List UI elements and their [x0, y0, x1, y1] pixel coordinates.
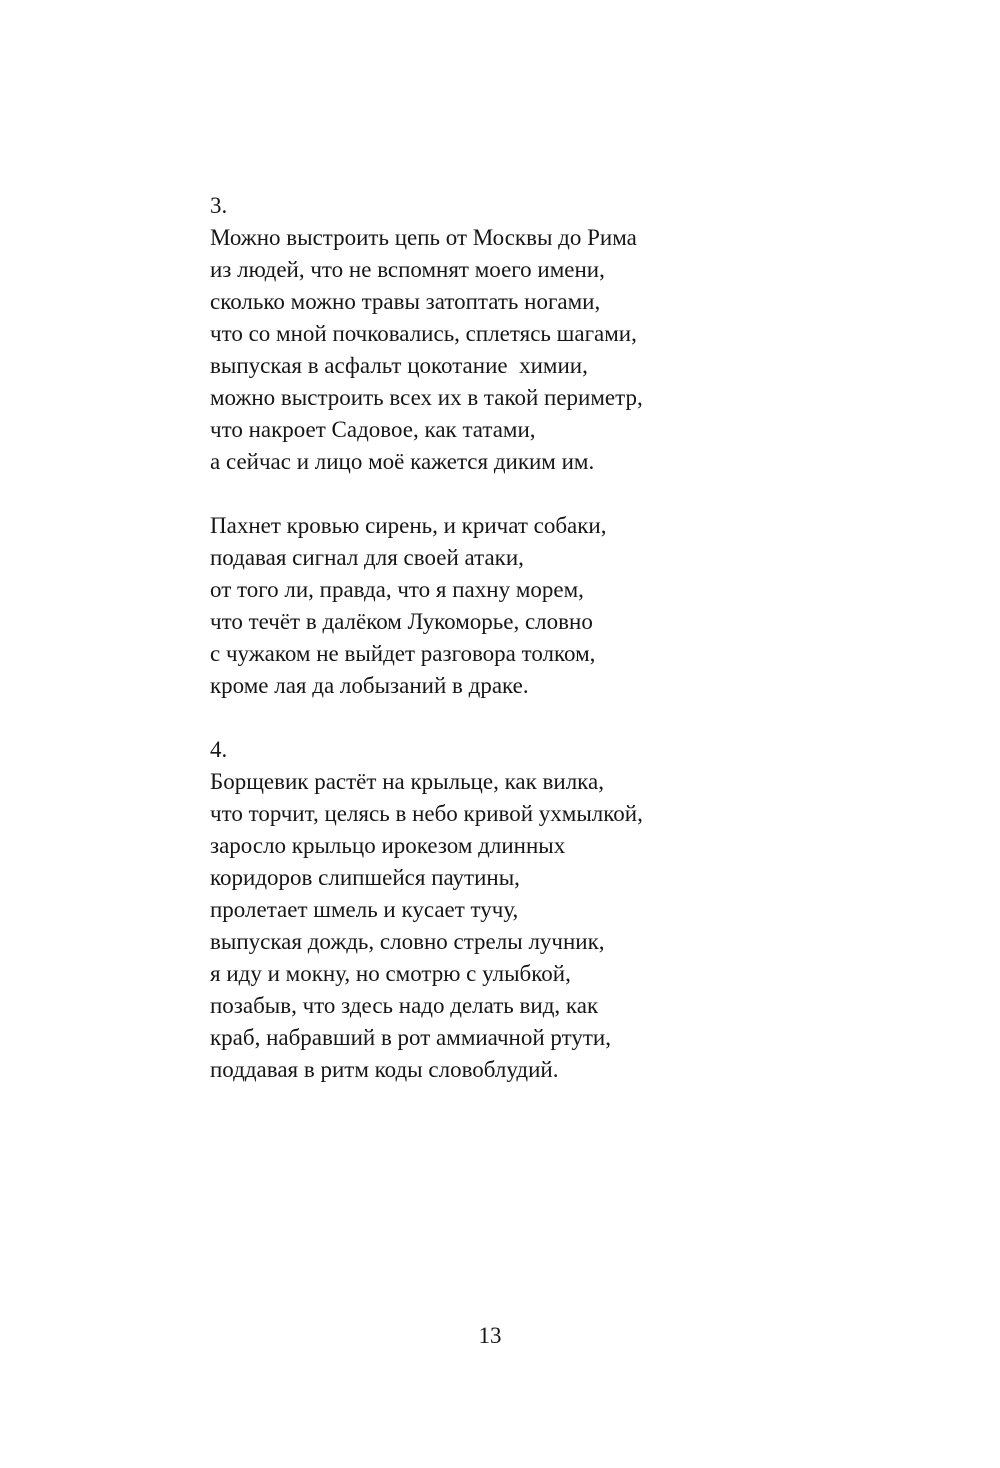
- poem-line: Борщевик растёт на крыльце, как вилка,: [210, 769, 604, 794]
- section-number: 3.: [210, 193, 228, 218]
- poem-line: с чужаком не выйдет разговора толком,: [210, 641, 596, 666]
- poem-line: позабыв, что здесь надо делать вид, как: [210, 993, 599, 1018]
- poem-line: Можно выстроить цепь от Москвы до Рима: [210, 225, 637, 250]
- stanza: [210, 222, 770, 478]
- poem-line: что со мной почковались, сплетясь шагами,: [210, 321, 637, 346]
- poem-line: кроме лая да лобызаний в драке.: [210, 673, 529, 698]
- section-number: 4.: [210, 737, 228, 762]
- poem-line: сколько можно травы затоптать ногами,: [210, 289, 601, 314]
- poem-line: подавая сигнал для своей атаки,: [210, 545, 524, 570]
- poem-line: поддавая в ритм коды словоблудий.: [210, 1057, 559, 1082]
- poem-line: заросло крыльцо ирокезом длинных: [210, 833, 566, 858]
- poem-line: выпуская дождь, словно стрелы лучник,: [210, 929, 605, 954]
- poem-line: от того ли, правда, что я пахну морем,: [210, 577, 584, 602]
- poem-line: краб, набравший в рот аммиачной ртути,: [210, 1025, 611, 1050]
- poem-line: Пахнет кровью сирень, и кричат собаки,: [210, 513, 607, 538]
- poem-line: пролетает шмель и кусает тучу,: [210, 897, 519, 922]
- poem-line: коридоров слипшейся паутины,: [210, 865, 520, 890]
- poem-section-3: [210, 190, 770, 702]
- poem-line: из людей, что не вспомнят моего имени,: [210, 257, 605, 282]
- stanza: [210, 766, 770, 1086]
- poem-line: что течёт в далёком Лукоморье, словно: [210, 609, 593, 634]
- poem-line: а сейчас и лицо моё кажется диким им.: [210, 449, 595, 474]
- poem-line: выпуская в асфальт цокотание химии,: [210, 353, 588, 378]
- poem-text: [210, 190, 770, 1086]
- poem-line: что торчит, целясь в небо кривой ухмылкой,: [210, 801, 643, 826]
- stanza: [210, 510, 770, 702]
- page-footer: [210, 1320, 770, 1352]
- poem-line: я иду и мокну, но смотрю с улыбкой,: [210, 961, 571, 986]
- poem-line: что накроет Садовое, как татами,: [210, 417, 536, 442]
- poem-line: можно выстроить всех их в такой периметр,: [210, 385, 643, 410]
- poem-section-4: [210, 734, 770, 1086]
- page-number: 13: [478, 1323, 502, 1348]
